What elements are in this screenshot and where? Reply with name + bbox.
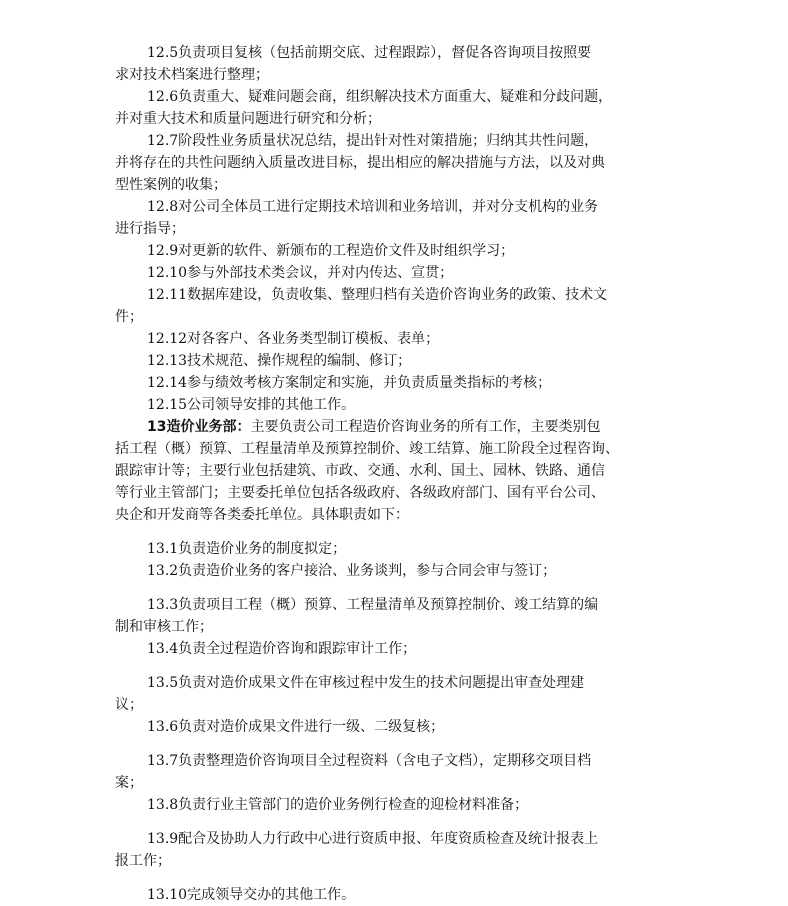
paragraph-line: 央企和开发商等各类委托单位。具体职责如下： xyxy=(115,507,409,523)
paragraph-line: 12.10参与外部技术类会议，并对内传达、宣贯； xyxy=(147,265,454,281)
paragraph-line: 12.6负责重大、疑难问题会商，组织解决技术方面重大、疑难和分歧问题， xyxy=(147,89,613,105)
paragraph-line: 案； xyxy=(115,775,143,791)
paragraph-line: 13.8负责行业主管部门的造价业务例行检查的迎检材料准备； xyxy=(147,797,529,813)
paragraph-line: 12.11数据库建设，负责收集、整理归档有关造价咨询业务的政策、技术文 xyxy=(147,287,608,303)
section-13-heading: 13造价业务部： xyxy=(147,419,251,435)
paragraph-line: 报工作； xyxy=(115,853,171,869)
paragraph-line: 型性案例的收集； xyxy=(115,177,227,193)
paragraph-line: 12.12对各客户、各业务类型制订模板、表单； xyxy=(147,331,440,347)
paragraph-line: 制和审核工作； xyxy=(115,619,213,635)
section-13-intro-text: 主要负责公司工程造价咨询业务的所有工作，主要类别包 xyxy=(250,419,601,435)
paragraph-line: 13.10完成领导交办的其他工作。 xyxy=(147,887,356,903)
paragraph-line: 跟踪审计等；主要行业包括建筑、市政、交通、水利、国土、园林、铁路、通信 xyxy=(115,463,605,479)
paragraph-line: 13.4负责全过程造价咨询和跟踪审计工作； xyxy=(147,641,417,657)
paragraph-line: 12.8对公司全体员工进行定期技术培训和业务培训，并对分支机构的业务 xyxy=(147,199,599,215)
paragraph-line: 13.6负责对造价成果文件进行一级、二级复核； xyxy=(147,719,445,735)
paragraph-line: 13.3负责项目工程（概）预算、工程量清单及预算控制价、竣工结算的编 xyxy=(147,597,599,613)
paragraph-line: 12.13技术规范、操作规程的编制、修订； xyxy=(147,353,412,369)
paragraph-line: 求对技术档案进行整理； xyxy=(115,67,269,83)
paragraph-line: 12.14参与绩效考核方案制定和实施，并负责质量类指标的考核； xyxy=(147,375,552,391)
paragraph-line: 13.2负责造价业务的客户接洽、业务谈判，参与合同会审与签订； xyxy=(147,563,557,579)
paragraph-line: 并将存在的共性问题纳入质量改进目标，提出相应的解决措施与方法，以及对典 xyxy=(115,155,605,171)
paragraph-line: 12.15公司领导安排的其他工作。 xyxy=(147,397,356,413)
section-13-intro-line xyxy=(147,416,675,438)
paragraph-line: 议； xyxy=(115,697,143,713)
paragraph-line: 12.9对更新的软件、新颁布的工程造价文件及时组织学习； xyxy=(147,243,515,259)
paragraph-line: 括工程（概）预算、工程量清单及预算控制价、竣工结算、施工阶段全过程咨询、 xyxy=(115,441,619,457)
paragraph-line: 12.5负责项目复核（包括前期交底、过程跟踪），督促各咨询项目按照要 xyxy=(147,45,592,61)
paragraph-line: 件； xyxy=(115,309,143,325)
paragraph-line: 13.9配合及协助人力行政中心进行资质申报、年度资质检查及统计报表上 xyxy=(147,831,599,847)
paragraph-line: 13.5负责对造价成果文件在审核过程中发生的技术问题提出审查处理建 xyxy=(147,675,585,691)
paragraph-line: 进行指导； xyxy=(115,221,185,237)
paragraph-line: 等行业主管部门；主要委托单位包括各级政府、各级政府部门、国有平台公司、 xyxy=(115,485,605,501)
paragraph-line: 并对重大技术和质量问题进行研究和分析； xyxy=(115,111,381,127)
paragraph-line: 13.7负责整理造价咨询项目全过程资料（含电子文档），定期移交项目档 xyxy=(147,753,592,769)
paragraph-line: 13.1负责造价业务的制度拟定； xyxy=(147,541,347,557)
paragraph-line: 12.7阶段性业务质量状况总结，提出针对性对策措施；归纳其共性问题， xyxy=(147,133,599,149)
